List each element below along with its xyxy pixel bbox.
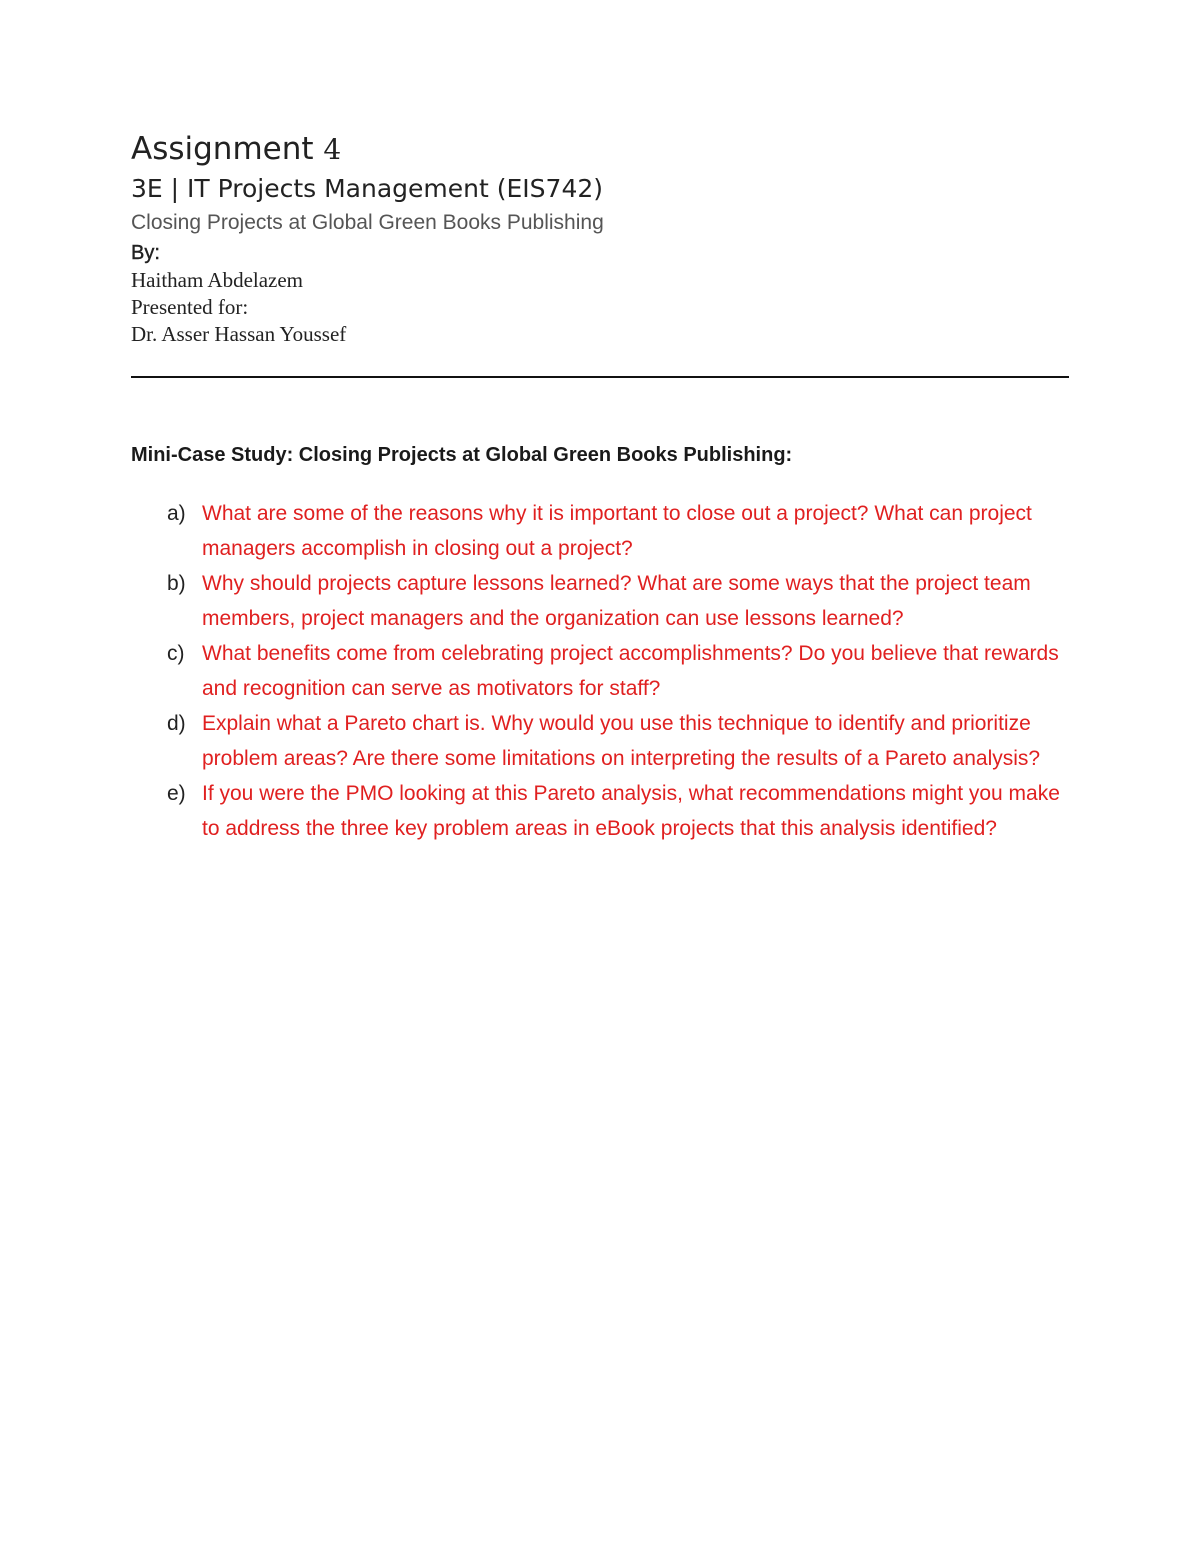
question-text: Why should projects capture lessons learned? What are some ways that the project team members, project managers and the organization can use lessons learned? [202, 572, 1031, 630]
document-title [131, 128, 1071, 171]
list-marker: b) [167, 572, 186, 595]
instructor-name: Dr. Asser Hassan Youssef [131, 322, 347, 346]
list-marker: d) [167, 712, 186, 735]
section-heading: Mini-Case Study: Closing Projects at Global Green Books Publishing: [131, 444, 793, 466]
list-item [131, 566, 1062, 636]
presented-for-label: Presented for: [131, 295, 249, 319]
list-item [131, 496, 1062, 566]
title-word: Assignment [131, 131, 314, 167]
document-subtitle: Closing Projects at Global Green Books Publishing [131, 211, 604, 234]
course-name: 3E | IT Projects Management (EIS742) [131, 174, 604, 203]
question-text: What benefits come from celebrating project accomplishments? Do you believe that rewards and recognition can serve as motivators for staff? [202, 642, 1059, 700]
list-marker: a) [167, 502, 186, 525]
question-text: What are some of the reasons why it is important to close out a project? What can project managers accomplish in closing out a project? [202, 502, 1032, 560]
question-list [131, 496, 1071, 846]
case-study-section [131, 440, 1071, 846]
title-number: 4 [323, 133, 342, 166]
horizontal-divider [131, 376, 1069, 378]
author-name: Haitham Abdelazem [131, 268, 304, 292]
list-item [131, 706, 1062, 776]
question-text: If you were the PMO looking at this Pareto analysis, what recommendations might you make to address the three key problem areas in eBook projects that this analysis identified? [202, 782, 1060, 840]
question-text: Explain what a Pareto chart is. Why would you use this technique to identify and prioritize problem areas? Are there some limitations on interpreting the results of a Pareto analysis? [202, 712, 1041, 770]
list-item [131, 636, 1062, 706]
list-item [131, 776, 1062, 846]
list-marker: c) [167, 642, 185, 665]
list-marker: e) [167, 782, 186, 805]
by-label: By: [131, 242, 160, 264]
document-header [131, 128, 1071, 348]
